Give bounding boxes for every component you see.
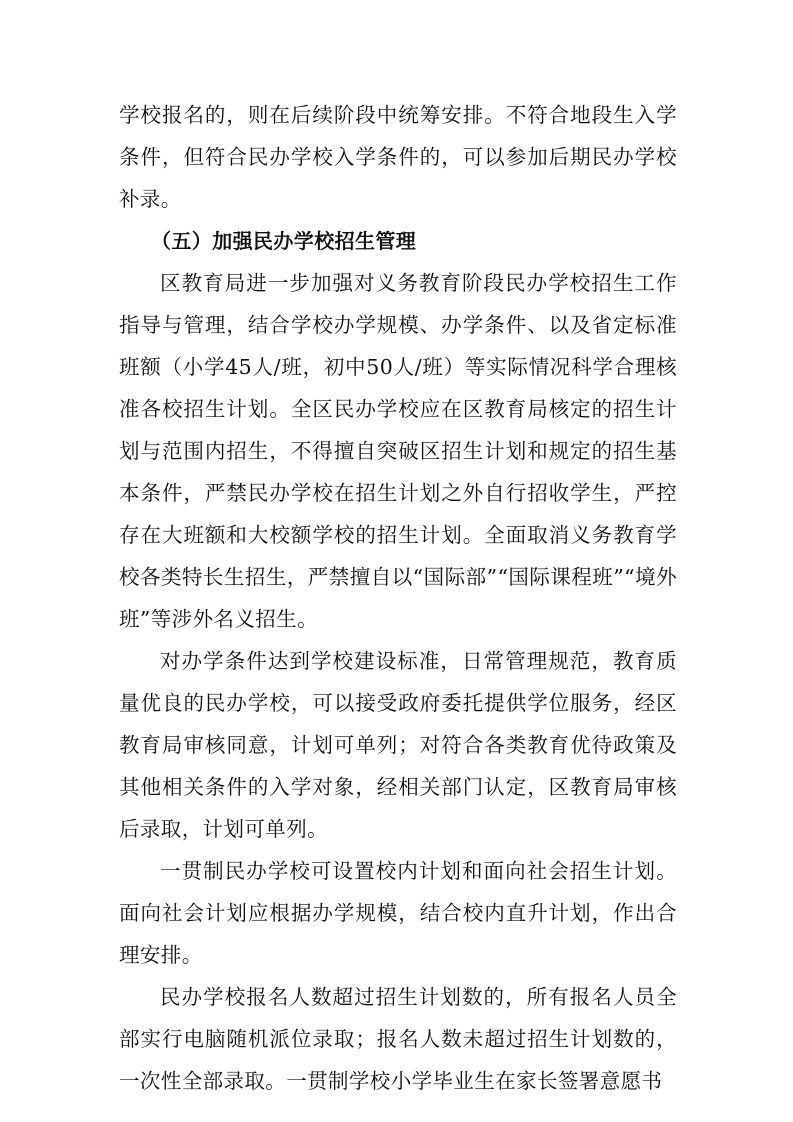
paragraph-continuation: 学校报名的，则在后续阶段中统筹安排。不符合地段生入学条件，但符合民办学校入学条件的，可以参加后期民办学校补录。 xyxy=(119,103,677,211)
section-heading: （五）加强民办学校招生管理 xyxy=(151,229,417,253)
paragraph-enrollment-management: 区教育局进一步加强对义务教育阶段民办学校招生工作指导与管理，结合学校办学规模、办学条件、以及省定标准班额（小学45人/班，初中50人/班）等实际情况科学合理核准各校招生计划。全区民办学校应在区教育局核定的招生计划与范围内招生，不得擅自突破区招生计划和规定的招生基本条件，严禁民办学校在招生计划之外自行招收学生，严控存在大班额和大校额学校的招生计划。全面取消义务教育学校各类特长生招生，严禁擅自以“国际部”“国际课程班”“境外班”等涉外名义招生。 xyxy=(119,271,677,631)
paragraph-government-commissioned-places: 对办学条件达到学校建设标准，日常管理规范，教育质量优良的民办学校，可以接受政府委托提供学位服务，经区教育局审核同意，计划可单列；对符合各类教育优待政策及其他相关条件的入学对象，经相关部门认定，区教育局审核后录取，计划可单列。 xyxy=(119,649,677,841)
paragraph-integrated-school-plan: 一贯制民办学校可设置校内计划和面向社会招生计划。面向社会计划应根据办学规模，结合校内直升计划，作出合理安排。 xyxy=(119,859,677,967)
paragraph-lottery-admission: 民办学校报名人数超过招生计划数的，所有报名人员全部实行电脑随机派位录取；报名人数未超过招生计划数的，一次性全部录取。一贯制学校小学毕业生在家长签署意愿书 xyxy=(119,985,677,1093)
document-body xyxy=(119,94,677,1102)
